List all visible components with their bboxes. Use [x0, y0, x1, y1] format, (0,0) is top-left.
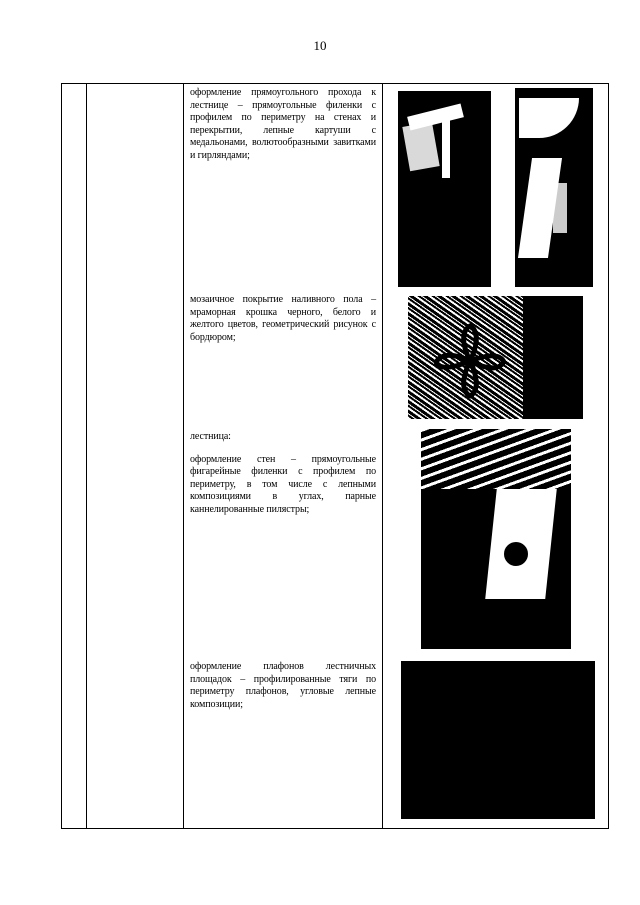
document-table [61, 83, 609, 829]
column-divider [86, 84, 87, 828]
row-1-description [190, 87, 376, 172]
row-2-description [190, 294, 376, 354]
photo-mosaic-floor [408, 296, 583, 419]
page-number: 10 [313, 38, 327, 53]
row-1-paragraph: оформление прямоугольного прохода к лестнице – прямоугольные филенки с профилем по периметру на стенах и перекрытии, лепные картуши с медальонами, волютообразными завитками и гирляндами; [190, 87, 376, 161]
photo-passage-ceiling [503, 88, 593, 287]
row-4-paragraph: оформление плафонов лестничных площадок – профилированные тяги по периметру плафонов, угловые лепные композиции; [190, 661, 376, 710]
row-4-description [190, 661, 376, 721]
column-divider [382, 84, 383, 828]
row-3-description [190, 431, 376, 526]
photo-stair-wall [421, 429, 571, 649]
photo-landing-ceiling [401, 661, 595, 819]
row-3-paragraph: оформление стен – прямоугольные фигарейные филенки с профилем по периметру, в том числе с лепными композициями в углах, парные каннелированные пилястры; [190, 453, 376, 515]
row-2-paragraph: мозаичное покрытие наливного пола – мраморная крошка черного, белого и желтого цветов, геометрический рисунок с бордюром; [190, 294, 376, 343]
column-divider [183, 84, 184, 828]
flower-pattern-icon [408, 296, 583, 419]
row-3-heading: лестница: [190, 431, 231, 442]
photo-passage-wall [398, 88, 491, 287]
